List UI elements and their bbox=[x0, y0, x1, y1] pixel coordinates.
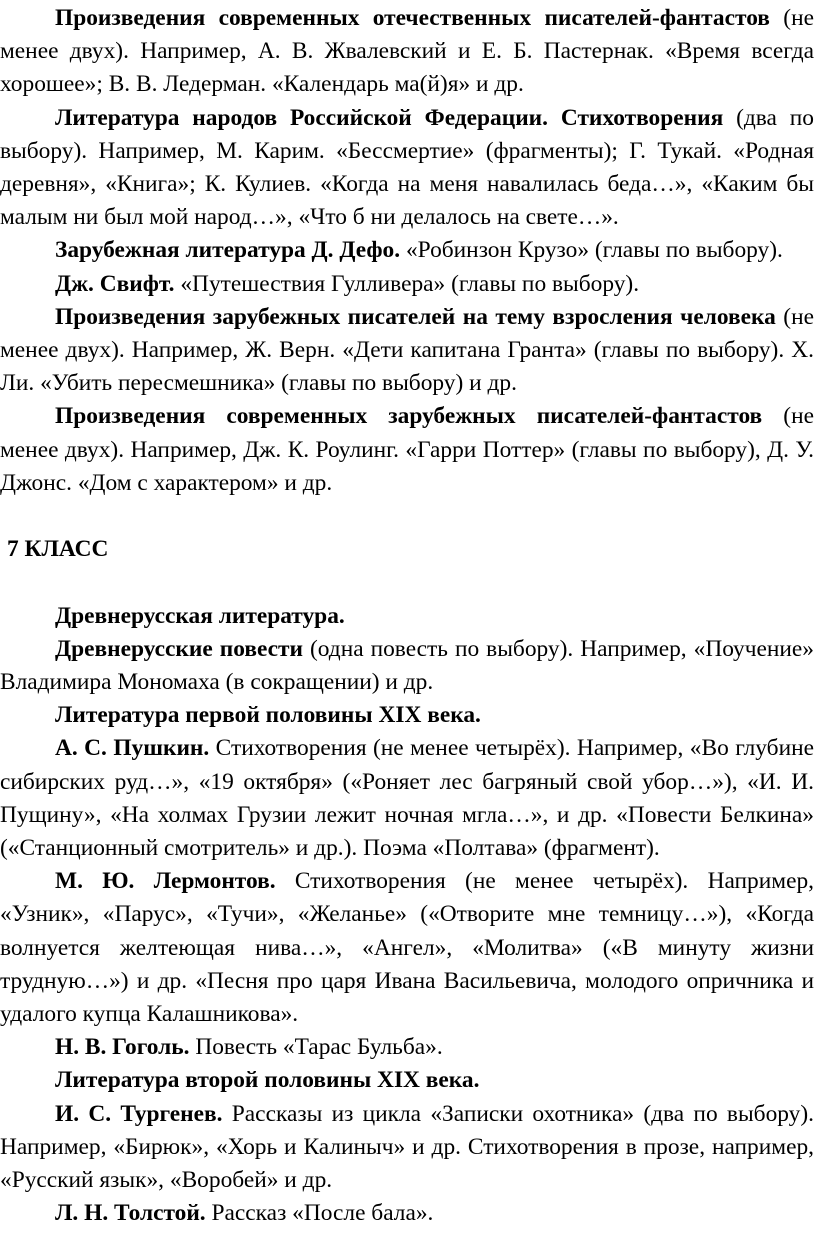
paragraph-old-russian-tales bbox=[0, 633, 814, 699]
paragraph-text: «Робинзон Крузо» (главы по выбору). bbox=[400, 237, 783, 264]
paragraph-text: Стихотворения (не менее четырёх). Например, «Во глубине сибирских руд…», «19 октября» («Роняет лес багряный свой убор…»), «И. И. Пущину», «На холмах Грузии лежит ночная мгла…», и др. «Повести Белкина» («Станционный смотритель» и др.). Поэма «Полтава» (фрагмент). bbox=[0, 735, 814, 862]
paragraph-swift bbox=[0, 268, 814, 301]
paragraph-bold-lead: М. Ю. Лермонтов. bbox=[55, 868, 276, 895]
paragraph-bold-lead: Произведения современных отечественных писателей-фантастов bbox=[55, 5, 770, 31]
paragraph-bold-lead: Зарубежная литература Д. Дефо. bbox=[55, 237, 401, 264]
paragraph-text: (одна повесть по выбору). Например, «Поучение» Владимира Мономаха (в сокращении) и др. bbox=[0, 635, 814, 696]
paragraph-text: «Путешествия Гулливера» (главы по выбору). bbox=[174, 270, 640, 297]
paragraph-tolstoy bbox=[0, 1197, 814, 1230]
paragraph-modern-foreign-sci-fi bbox=[0, 400, 814, 500]
paragraph-text: Повесть «Тарас Бульба». bbox=[189, 1034, 443, 1061]
paragraph-bold-lead: Дж. Свифт. bbox=[55, 270, 175, 297]
paragraph-bold-lead: И. С. Тургенев. bbox=[55, 1100, 223, 1127]
paragraph-rf-peoples-literature bbox=[0, 102, 814, 235]
paragraph-lermontov bbox=[0, 865, 814, 1031]
paragraph-bold-lead: Литература народов Российской Федерации. Стихотворения bbox=[55, 104, 724, 131]
paragraph-bold-lead: Произведения зарубежных писателей на тему взросления человека bbox=[55, 303, 776, 330]
section-heading: 7 КЛАСС bbox=[7, 536, 109, 563]
paragraph-bold-lead: А. С. Пушкин. bbox=[55, 735, 210, 762]
paragraph-first-half-19th bbox=[0, 699, 814, 732]
paragraph-bold-lead: Древнерусские повести bbox=[55, 635, 303, 662]
spacer bbox=[0, 566, 814, 599]
paragraph-foreign-defoe bbox=[0, 234, 814, 267]
paragraph-text: (не менее двух). Например, А. В. Жвалевский и Е. Б. Пастернак. «Время всегда хорошее»; В. В. Ледерман. «Календарь ма(й)я» и др. bbox=[0, 5, 814, 98]
paragraph-second-half-19th bbox=[0, 1064, 814, 1097]
paragraph-bold-lead: Литература второй половины XIX века. bbox=[55, 1067, 480, 1094]
paragraph-text: Рассказы из цикла «Записки охотника» (два по выбору). Например, «Бирюк», «Хорь и Калиныч» и др. Стихотворения в прозе, например, «Русский язык», «Воробей» и др. bbox=[0, 1100, 814, 1194]
paragraph-text: Рассказ «После бала». bbox=[205, 1200, 434, 1227]
paragraph-text: (не менее двух). Например, Ж. Верн. «Дети капитана Гранта» (главы по выбору). Х. Ли. «Убить пересмешника» (главы по выбору) и др. bbox=[0, 303, 814, 397]
paragraph-text: Стихотворения (не менее четырёх). Например, «Узник», «Парус», «Тучи», «Желанье» («Отворите мне темницу…»), «Когда волнуется желтеющая нива…», «Ангел», «Молитва» («В минуту жизни трудную…») и др. «Песня про царя Ивана Васильевича, молодого опричника и удалого купца Калашникова». bbox=[0, 868, 814, 1028]
paragraph-bold-lead: Н. В. Гоголь. bbox=[55, 1034, 190, 1061]
paragraph-text: (два по выбору). Например, М. Карим. «Бессмертие» (фрагменты); Г. Тукай. «Родная деревня», «Книга»; К. Кулиев. «Когда на меня навалилась беда…», «Каким бы малым ни был мой народ…», «Что б ни делалось на свете…». bbox=[0, 104, 814, 231]
paragraph-gogol bbox=[0, 1031, 814, 1064]
paragraph-modern-domestic-sci-fi bbox=[0, 2, 814, 102]
paragraph-text: (не менее двух). Например, Дж. К. Роулинг. «Гарри Поттер» (главы по выбору), Д. У. Джонс. «Дом с характером» и др. bbox=[0, 403, 814, 496]
spacer bbox=[0, 500, 814, 533]
paragraph-bold-lead: Произведения современных зарубежных писателей-фантастов bbox=[55, 403, 763, 430]
paragraph-turgenev bbox=[0, 1098, 814, 1198]
paragraph-pushkin bbox=[0, 732, 814, 865]
paragraph-old-russian-literature bbox=[0, 600, 814, 633]
paragraph-bold-lead: Литература первой половины XIX века. bbox=[55, 702, 481, 729]
paragraph-coming-of-age bbox=[0, 301, 814, 401]
paragraph-bold-lead: Древнерусская литература. bbox=[55, 602, 345, 629]
paragraph-bold-lead: Л. Н. Толстой. bbox=[55, 1200, 206, 1227]
